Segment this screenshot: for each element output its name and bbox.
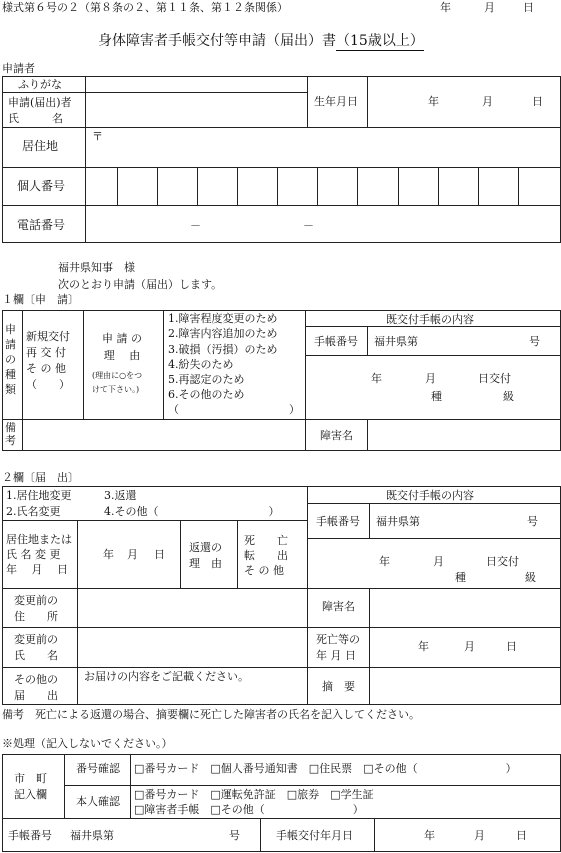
prev-address-field[interactable] [80,591,304,625]
return-reasons[interactable]: 死 亡 転 出 そ の 他 [244,534,288,577]
number-check-label: 番号確認 [76,762,120,775]
remarks-field[interactable] [25,422,302,449]
reason-note: (理由に○をつ けて下さい。) [92,371,143,394]
reason-4[interactable]: 4.紛失のため [168,358,234,371]
summary-field[interactable] [372,669,558,703]
addressee: 福井県知事 様 [58,261,135,274]
issue-month-unit-2: 月 [433,555,444,568]
section2-heading: ２欄〔届 出〕 [2,471,79,484]
header-year: 年 [440,1,451,14]
prev-name-label: 変更前の 氏 名 [14,633,58,662]
notify-option-4[interactable]: 4.その他（ ） [104,505,280,518]
applicant-name-label: 申請(届出)者 [8,96,72,109]
identity-check-options-2[interactable]: □障害者手帳 □その他（ ） [134,803,364,816]
booklet-prefecture: 福井県第 [374,335,418,348]
form-title: 身体障害者手帳交付等申請（届出）書（15歳以上） [98,33,424,49]
prev-name-field[interactable] [80,630,304,665]
grade-type-unit-2: 種 [455,571,466,584]
change-date-label: 居住地または 氏 名 変 更 年 月 日 [6,533,72,576]
phone-dash-2: － [303,219,314,232]
remarks-note: 備考 死亡による返還の場合、摘要欄に死亡した障害者の氏名を記入してください。 [2,708,420,721]
issue-month-unit: 月 [425,372,436,385]
change-day-unit: 日 [154,548,165,561]
reason-5[interactable]: 5.再認定のため [168,373,245,386]
reason-6-detail[interactable]: （ ） [168,403,300,416]
existing-booklet-label: 既交付手帳の内容 [386,313,474,326]
office-booklet-suffix: 号 [229,829,240,842]
application-kind-label: 申 請 の 種 類 [5,323,16,396]
birthdate-label: 生年月日 [314,95,358,108]
issue-day-unit-2: 日交付 [486,555,519,568]
my-number-label: 個人番号 [17,179,66,193]
furigana-label: ふりがな [18,78,62,91]
other-notice-label: その他の 届 出 [14,673,58,702]
phone-dash-1: － [190,219,201,232]
grade-level-unit: 級 [503,390,514,403]
my-number-field[interactable] [87,169,559,203]
application-types[interactable]: 新規交付 再 交 付 そ の 他 （ ） [26,330,70,391]
office-use-heading: ※処理（記入しないでください。） [2,737,173,750]
municipality-label: 市 町 記入欄 [14,772,47,801]
grade-type-unit: 種 [431,390,442,403]
applicant-name-field[interactable] [88,95,304,125]
reason-2[interactable]: 2.障害内容追加のため [168,327,278,340]
booklet-number-label: 手帳番号 [314,335,358,348]
postal-mark: 〒 [92,130,103,143]
booklet-number-suffix: 号 [529,335,540,348]
change-month-unit: 月 [127,548,138,561]
applicant-name-label-2: 氏 名 [8,112,63,125]
booklet-number-label-2: 手帳番号 [316,515,360,528]
other-notice-hint: お届けの内容をご記載ください。 [84,670,249,683]
birth-month-unit: 月 [482,95,493,108]
notify-option-3[interactable]: 3.返還 [104,489,137,502]
other-notice-field[interactable] [80,669,304,703]
disability-name-field-2[interactable] [372,591,558,625]
office-issue-year-unit: 年 [424,829,435,842]
birth-year-unit: 年 [428,95,439,108]
death-month-unit: 月 [464,640,475,653]
death-day-unit: 日 [506,640,517,653]
reason-6[interactable]: 6.その他のため [168,388,245,401]
header-day: 日 [523,1,534,14]
office-booklet-prefecture: 福井県第 [70,829,114,842]
furigana-field[interactable] [88,79,304,91]
return-reason-label: 返還の 理 由 [189,541,222,570]
booklet-prefecture-2: 福井県第 [376,515,420,528]
change-year-unit: 年 [103,548,114,561]
booklet-number-suffix-2: 号 [527,515,538,528]
office-booklet-number-label: 手帳番号 [8,829,52,842]
disability-name-label-2: 障害名 [322,600,355,613]
issue-year-unit: 年 [371,372,382,385]
number-check-options[interactable]: □番号カード □個人番号通知書 □住民票 □その他（ ） [134,762,517,775]
remarks-label: 備 考 [5,421,16,447]
reason-label: 申 請 の 理 由 [102,332,142,362]
existing-booklet-label-2: 既交付手帳の内容 [386,489,474,502]
issue-year-unit-2: 年 [379,555,390,568]
address-label: 居住地 [22,139,59,153]
death-year-unit: 年 [418,640,429,653]
identity-check-options-1[interactable]: □番号カード □運転免許証 □旅券 □学生証 [134,788,374,801]
prev-address-label: 変更前の 住 所 [14,594,58,623]
office-issue-day-unit: 日 [516,829,527,842]
section1-heading: １欄〔申 請〕 [2,293,79,306]
applicant-heading: 申請者 [2,62,35,75]
address-field[interactable] [106,130,556,164]
birth-day-unit: 日 [532,95,543,108]
disability-name-label: 障害名 [320,429,353,442]
disability-name-field[interactable] [370,422,558,449]
reason-3[interactable]: 3.破損（汚損）のため [168,343,278,356]
office-issue-month-unit: 月 [474,829,485,842]
header-month: 月 [484,1,495,14]
booklet-issue-date-label: 手帳交付年月日 [276,829,353,842]
form-title-age: （15歳以上） [336,33,424,49]
summary-label: 摘 要 [322,680,355,693]
notify-option-1[interactable]: 1.居住地変更 [6,489,72,502]
application-statement: 次のとおり申請（届出）します。 [58,278,223,291]
notify-option-2[interactable]: 2.氏名変更 [6,505,61,518]
reason-1[interactable]: 1.障害程度変更のため [168,312,278,325]
identity-check-label: 本人確認 [76,795,120,808]
grade-level-unit-2: 級 [525,571,536,584]
issue-day-unit: 日交付 [478,372,511,385]
phone-label: 電話番号 [17,218,66,232]
form-reference: 様式第６号の２（第８条の２、第１１条、第１２条関係） [2,1,288,14]
phone-field[interactable] [88,208,558,241]
death-date-label: 死亡等の 年 月 日 [316,633,360,662]
